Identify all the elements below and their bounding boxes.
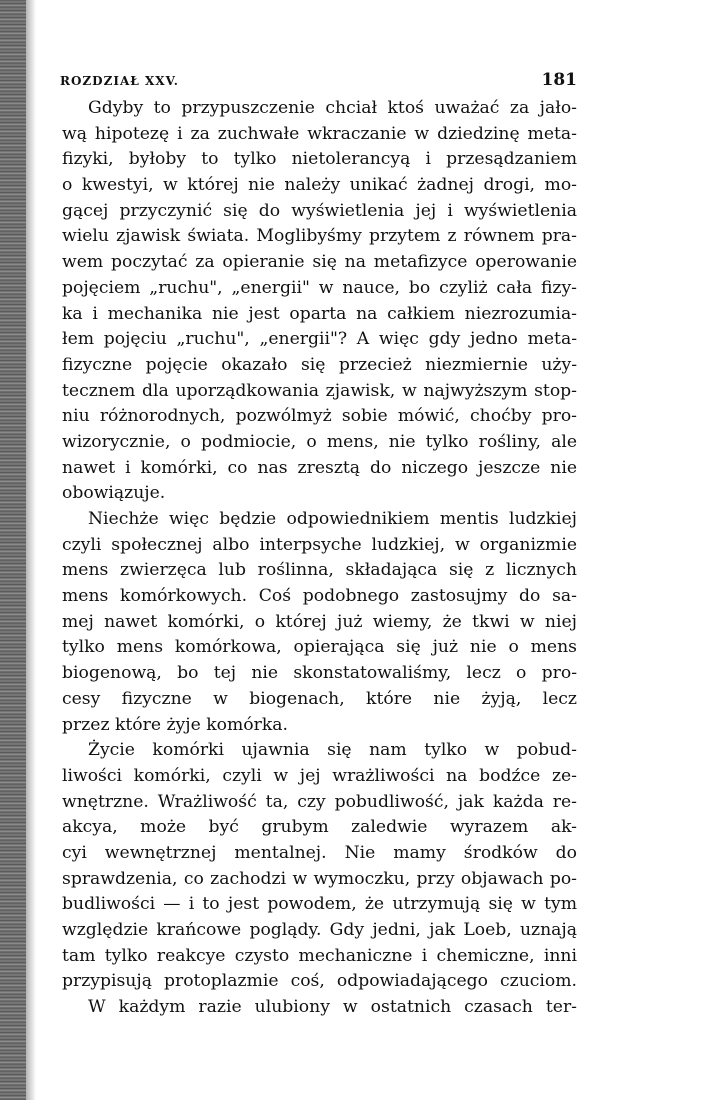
text-line: wnętrzne. Wrażliwość ta, czy pobudliwość, jak każda re-	[62, 791, 577, 812]
text-line: budliwości — i to jest powodem, że utrzymują się w tym	[62, 894, 577, 915]
text-line: wielu zjawisk świata. Moglibyśmy przytem z równem pra-	[62, 226, 577, 247]
running-head: ROZDZIAŁ XXV.	[60, 74, 179, 88]
text-line: mens zwierzęca lub roślinna, składająca się z licznych	[62, 560, 577, 581]
page-header	[60, 70, 577, 90]
text-line: tam tylko reakcye czysto mechaniczne i chemiczne, inni	[62, 945, 577, 966]
text-line: gącej przyczynić się do wyświetlenia jej i wyświetlenia	[62, 200, 577, 221]
text-line: wizorycznie, o podmiocie, o mens, nie tylko rośliny, ale	[62, 431, 577, 452]
scan-binding-shadow	[26, 0, 36, 1100]
text-line: cesy fizyczne w biogenach, które nie żyją, lecz	[62, 688, 577, 709]
text-line: biogenową, bo tej nie skonstatowaliśmy, lecz o pro-	[62, 663, 577, 684]
text-line: cyi wewnętrznej mentalnej. Nie mamy środków do	[62, 842, 577, 863]
text-line: tecznem dla uporządkowania zjawisk, w najwyższym stop-	[62, 380, 577, 401]
text-line: mej nawet komórki, o której już wiemy, że tkwi w niej	[62, 611, 577, 632]
text-line: wą hipotezę i za zuchwałe wkraczanie w dziedzinę meta-	[62, 123, 577, 144]
text-line: czyli społecznej albo interpsyche ludzkiej, w organizmie	[62, 534, 577, 555]
book-page	[60, 0, 680, 1100]
text-line: przypisują protoplazmie coś, odpowiadającego czuciom.	[62, 971, 577, 992]
text-line: łem pojęciu „ruchu", „energii"? A więc gdy jedno meta-	[62, 329, 577, 350]
text-line: Niechże więc będzie odpowiednikiem mentis ludzkiej	[88, 509, 577, 529]
text-line: względzie krańcowe poglądy. Gdy jedni, jak Loeb, uznają	[62, 920, 577, 940]
body-text	[62, 96, 577, 1021]
scan-binding-edge	[0, 0, 26, 1100]
text-line: niu różnorodnych, pozwólmyż sobie mówić, choćby pro-	[62, 406, 577, 427]
text-line: Gdyby to przypuszczenie chciał ktoś uważać za jało-	[88, 98, 577, 118]
text-line: mens komórkowych. Coś podobnego zastosujmy do sa-	[62, 586, 577, 607]
text-line: liwości komórki, czyli w jej wrażliwości na bodźce ze-	[62, 765, 577, 786]
text-line: obowiązuje.	[62, 483, 166, 504]
page-number: 181	[541, 70, 577, 90]
text-line: Życie komórki ujawnia się nam tylko w pobud-	[88, 740, 577, 761]
text-line: sprawdzenia, co zachodzi w wymoczku, przy objawach po-	[62, 868, 577, 889]
text-line: fizyki, byłoby to tylko nietolerancyą i przesądzaniem	[62, 149, 577, 170]
text-line: o kwestyi, w której nie należy unikać żadnej drogi, mo-	[62, 175, 577, 196]
text-line: nawet i komórki, co nas zresztą do niczego jeszcze nie	[62, 457, 577, 478]
text-line: W każdym razie ulubiony w ostatnich czasach ter-	[88, 997, 577, 1018]
text-line: akcya, może być grubym zaledwie wyrazem ak-	[62, 817, 577, 838]
text-line: tylko mens komórkowa, opierająca się już nie o mens	[62, 637, 577, 658]
text-line: pojęciem „ruchu", „energii" w nauce, bo czyliż cała fizy-	[62, 277, 577, 298]
text-line: wem poczytać za opieranie się na metafizyce operowanie	[62, 252, 577, 273]
text-line: fizyczne pojęcie okazało się przecież niezmiernie uży-	[62, 354, 577, 375]
text-line: ka i mechanika nie jest oparta na całkiem niezrozumia-	[62, 303, 577, 324]
text-line: przez które żyje komórka.	[62, 714, 288, 735]
